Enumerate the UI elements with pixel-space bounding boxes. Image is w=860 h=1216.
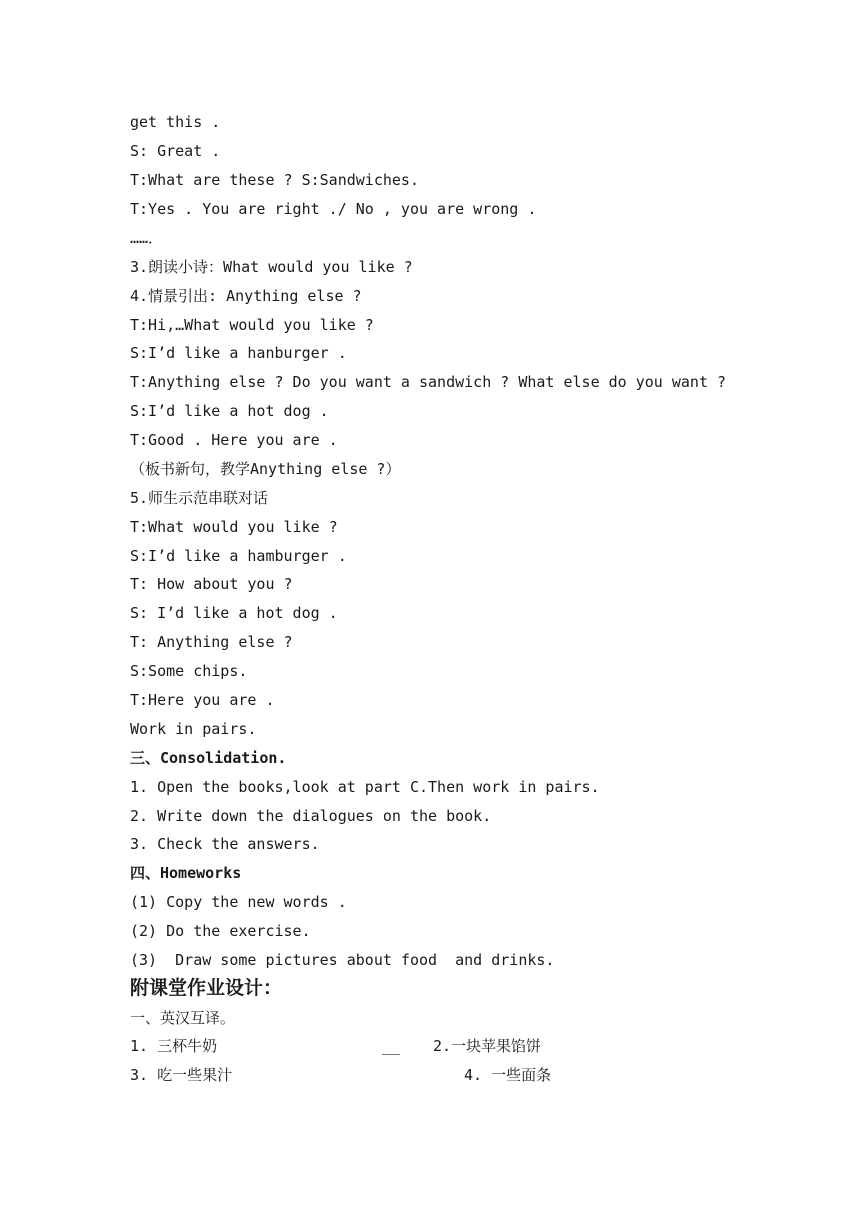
text-line: T:What would you like ? — [130, 518, 338, 536]
text-line: 5.师生示范串联对话 — [130, 489, 269, 507]
text-line: 4.情景引出: Anything else ? — [130, 287, 362, 305]
text-line: get this . — [130, 113, 221, 131]
consolidation-item: 3. Check the answers. — [130, 835, 320, 853]
text-line: 3.朗读小诗：What would you like ? — [130, 258, 413, 276]
text-line: T:Anything else ? Do you want a sandwich ? What else do you want ? — [130, 373, 727, 391]
text-line: S:I’d like a hanburger . — [130, 344, 347, 362]
text-line: （板书新句，教学Anything else ?） — [130, 460, 401, 478]
homework-item: (2) Do the exercise. — [130, 922, 311, 940]
text-line: T: Anything else ? — [130, 633, 293, 651]
answer-blank-1: __ — [382, 1037, 401, 1055]
appendix-subheading: 一、英汉互译。 — [130, 1009, 236, 1027]
text-line: Work in pairs. — [130, 720, 257, 738]
text-line: S:Some chips. — [130, 662, 248, 680]
consolidation-item: 1. Open the books,look at part C.Then work in pairs. — [130, 778, 600, 796]
text-line: T:What are these ? S:Sandwiches. — [130, 171, 419, 189]
text-line: S:I’d like a hamburger . — [130, 547, 347, 565]
translation-question-4: 4. 一些面条 — [464, 1066, 552, 1084]
appendix-title: 附课堂作业设计： — [130, 977, 283, 999]
text-line: T:Here you are . — [130, 691, 275, 709]
translation-question-3: 3. 吃一些果汁 — [130, 1066, 233, 1084]
text-line: S: Great . — [130, 142, 221, 160]
homework-item: (1) Copy the new words . — [130, 893, 347, 911]
translation-question-1: 1. 三杯牛奶 — [130, 1037, 218, 1055]
text-line: ……． — [130, 229, 164, 247]
text-line: T: How about you ? — [130, 575, 293, 593]
text-line: T:Good . Here you are . — [130, 431, 338, 449]
consolidation-item: 2. Write down the dialogues on the book. — [130, 807, 492, 825]
homework-item: (3) Draw some pictures about food and drinks. — [130, 951, 555, 969]
text-line: S:I’d like a hot dog . — [130, 402, 329, 420]
text-line: T:Hi,…What would you like ? — [130, 316, 374, 334]
section-heading-consolidation: 三、Consolidation. — [130, 749, 287, 767]
section-heading-homeworks: 四、Homeworks — [130, 864, 242, 882]
translation-question-2: 2.一块苹果馅饼 — [433, 1037, 542, 1055]
text-line: T:Yes . You are right ./ No , you are wrong . — [130, 200, 537, 218]
text-line: S: I’d like a hot dog . — [130, 604, 338, 622]
